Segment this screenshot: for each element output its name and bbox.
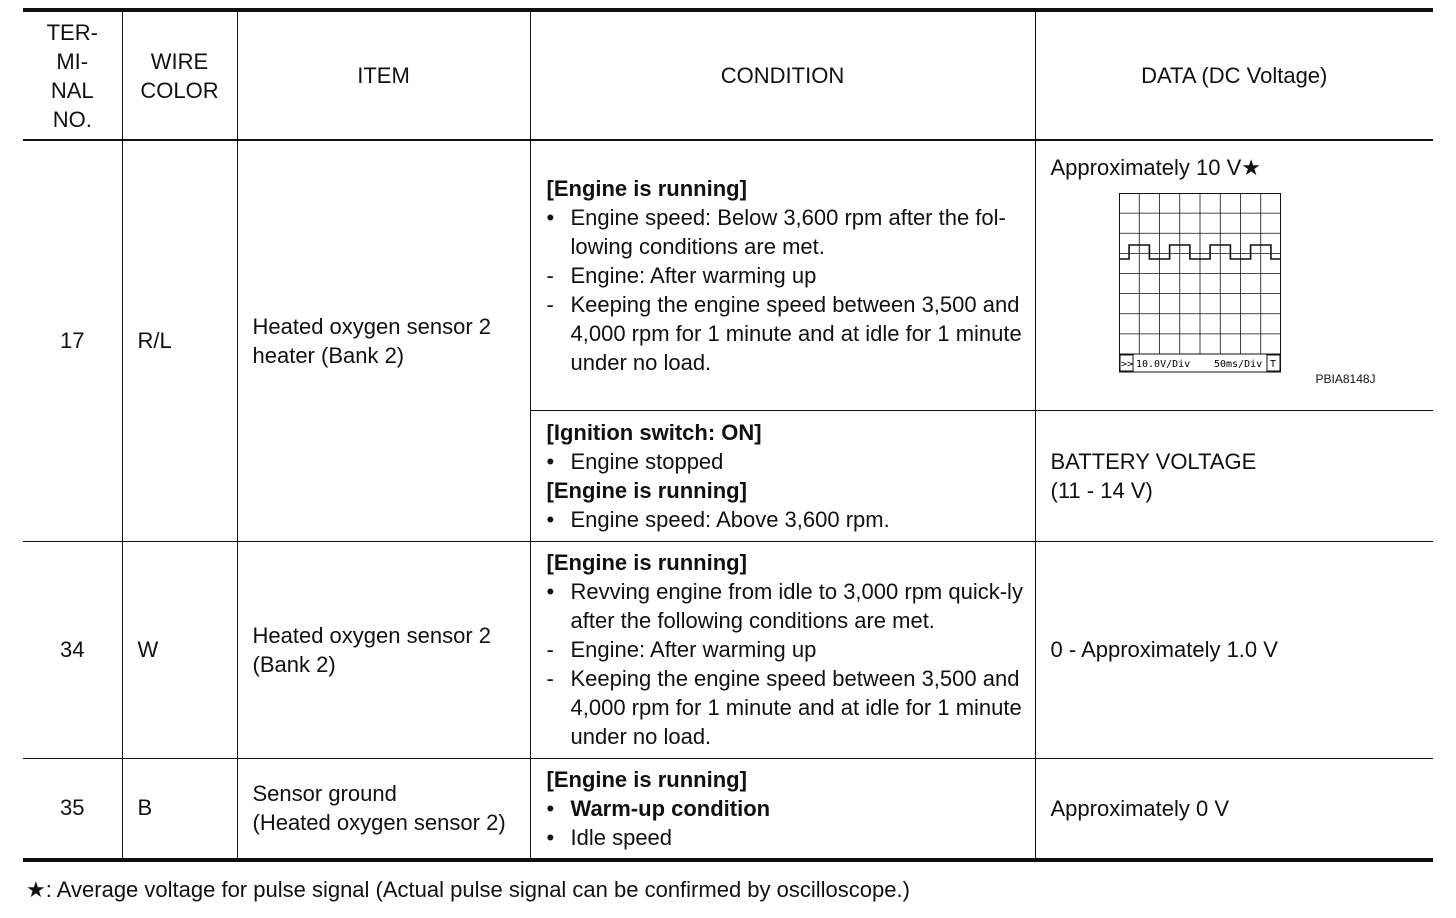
data-cell: 0 - Approximately 1.0 V <box>1035 541 1433 758</box>
bullet-mark: • <box>546 204 555 230</box>
terminal-no-cell: 34 <box>23 541 122 758</box>
condition-cell <box>530 541 1035 758</box>
condition-text: Keeping the engine speed between 3,500 and 4,000 rpm for 1 minute and at idle for 1 minute under no load. <box>570 291 1022 375</box>
scope-volt-div: 10.0V/Div <box>1135 359 1190 370</box>
footnote-text: : Average voltage for pulse signal (Actual pulse signal can be confirmed by oscilloscope.) <box>45 877 910 902</box>
star-icon: ★ <box>26 877 46 902</box>
data-text: BATTERY VOLTAGE <box>1050 448 1257 474</box>
header-terminal-line: MI- <box>56 48 89 74</box>
dash-mark: - <box>546 291 554 317</box>
condition-text: Engine: After warming up <box>570 262 817 288</box>
condition-item <box>547 577 1029 635</box>
header-data: DATA (DC Voltage) <box>1035 10 1433 140</box>
oscilloscope-graph <box>1119 193 1281 373</box>
header-terminal-line: TER- <box>46 19 98 45</box>
header-condition: CONDITION <box>530 10 1035 140</box>
data-cell <box>1035 140 1433 410</box>
item-line: (Bank 2) <box>252 651 336 677</box>
item-line: Sensor ground <box>252 781 397 806</box>
bullet-mark: • <box>546 448 555 474</box>
header-terminal-line: NAL <box>50 77 94 103</box>
header-wire-line: COLOR <box>140 77 219 103</box>
header-wire-color <box>122 10 237 140</box>
condition-heading: [Engine is running] <box>546 477 747 503</box>
item-line: (Heated oxygen sensor 2) <box>252 810 506 835</box>
condition-cell <box>530 410 1035 541</box>
condition-heading: [Engine is running] <box>546 175 747 201</box>
bullet-mark: • <box>546 795 555 821</box>
bullet-mark: • <box>546 506 555 532</box>
condition-cell <box>530 140 1035 410</box>
condition-text: Warm-up condition <box>570 795 771 821</box>
terminal-no-cell: 35 <box>23 758 122 860</box>
data-value <box>1051 153 1262 182</box>
figure-id: PBIA8148J <box>1315 372 1376 386</box>
condition-item <box>547 823 1029 852</box>
condition-item <box>547 261 1029 290</box>
condition-item <box>547 290 1029 377</box>
condition-item <box>547 203 1029 261</box>
scope-time-div: 50ms/Div <box>1213 359 1262 370</box>
data-text: Approximately 10 V <box>1050 155 1242 180</box>
table-row <box>23 140 1433 410</box>
condition-item <box>547 664 1029 751</box>
scope-prefix-icon: >> <box>1120 359 1133 370</box>
bullet-mark: • <box>546 579 555 604</box>
star-icon: ★ <box>1241 155 1261 180</box>
header-row <box>23 10 1433 140</box>
condition-text: Engine stopped <box>570 448 724 474</box>
item-line: heater (Bank 2) <box>252 342 405 368</box>
condition-item <box>547 794 1029 823</box>
condition-item <box>547 635 1029 664</box>
item-line: Heated oxygen sensor 2 <box>252 622 491 648</box>
condition-text: Keeping the engine speed between 3,500 and 4,000 rpm for 1 minute and at idle for 1 minute under no load. <box>570 666 1022 749</box>
condition-text: Engine speed: Above 3,600 rpm. <box>570 506 890 532</box>
data-cell: Approximately 0 V <box>1035 758 1433 860</box>
condition-heading: [Engine is running] <box>546 550 747 575</box>
wire-color-cell: R/L <box>122 140 237 541</box>
terminal-data-table <box>23 8 1433 862</box>
item-cell <box>237 541 530 758</box>
table-row <box>23 758 1433 860</box>
dash-mark: - <box>546 637 554 662</box>
data-cell <box>1035 410 1433 541</box>
condition-text: Engine speed: Below 3,600 rpm after the fol-lowing conditions are met. <box>570 204 1006 259</box>
scope-trigger-icon: T <box>1269 359 1276 370</box>
bullet-mark: • <box>546 824 555 850</box>
dash-mark: - <box>546 666 554 691</box>
condition-text: Revving engine from idle to 3,000 rpm quick-ly after the following conditions are met. <box>570 579 1023 633</box>
item-cell <box>237 140 530 541</box>
wire-color-cell: W <box>122 541 237 758</box>
condition-item <box>547 505 1029 534</box>
oscilloscope-figure <box>1051 145 1434 385</box>
condition-text: Engine: After warming up <box>570 637 817 662</box>
footnote <box>26 877 910 903</box>
header-terminal-line: NO. <box>52 106 92 132</box>
item-line: Heated oxygen sensor 2 <box>252 313 491 339</box>
table-row <box>23 541 1433 758</box>
item-cell <box>237 758 530 860</box>
data-text: (11 - 14 V) <box>1050 477 1153 503</box>
condition-text: Idle speed <box>570 824 673 850</box>
dash-mark: - <box>546 262 554 288</box>
header-terminal-no <box>23 10 122 140</box>
condition-heading: [Ignition switch: ON] <box>546 419 762 445</box>
terminal-no-cell: 17 <box>23 140 122 541</box>
condition-item <box>547 447 1029 476</box>
header-item: ITEM <box>237 10 530 140</box>
condition-cell <box>530 758 1035 860</box>
header-wire-line: WIRE <box>150 48 209 74</box>
wire-color-cell: B <box>122 758 237 860</box>
condition-heading: [Engine is running] <box>546 766 747 792</box>
